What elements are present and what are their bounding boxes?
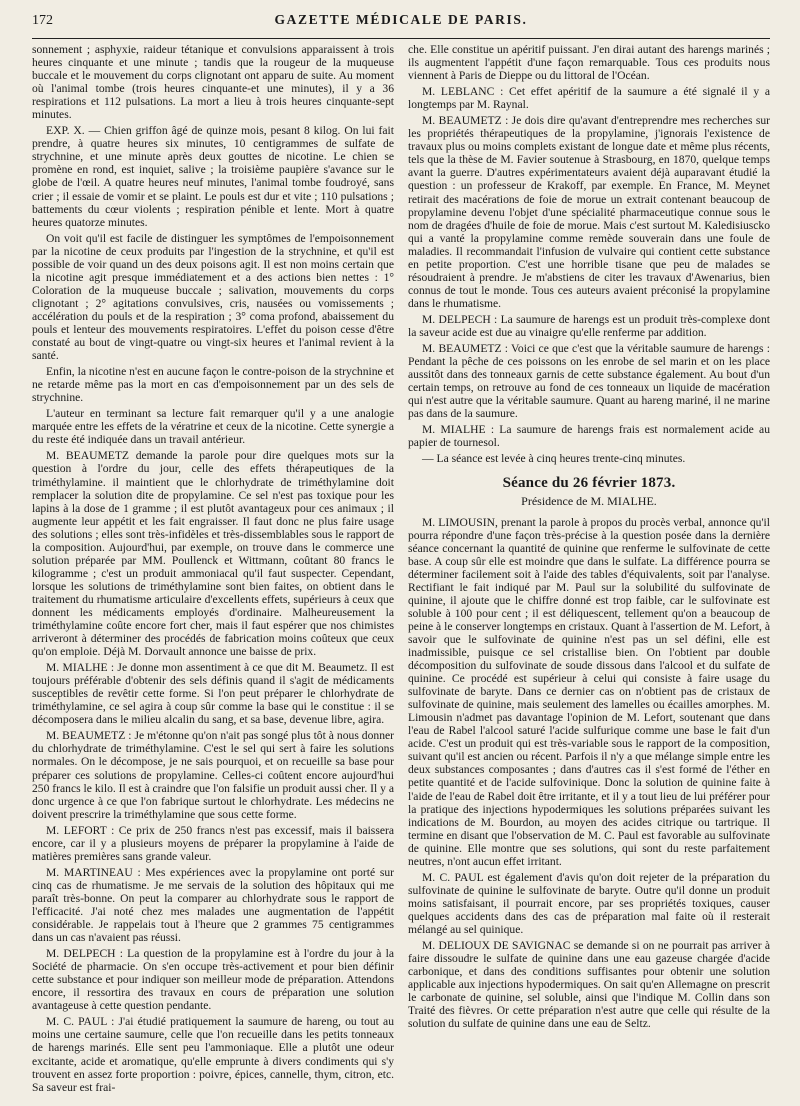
- paragraph: M. BEAUMETZ demande la parole pour dire quelques mots sur la question à l'ordre du jour, celle des effets thérapeutiques de la triméthylamine. il maintient que le chlorhydrate de triméthylamine doit remplacer la solution dite de propylamine. Ce sel n'est pas toxique pour les lapins à la dose de 1 gramme ; il est plutôt avantageux pour ces animaux ; il augmente leur appétit et les fait engraisser. Il faut donc ne plus faire usage des solutions ; elles sont très-infidèles et très-dissemblables sous le rapport de la composition. Aujourd'hui, par exemple, on trouve dans le commerce une solution préparée par MM. Poullenck et Wittmann, coûtant 80 francs le kilogramme ; c'est un produit ammoniacal qu'il faut suspecter. Cependant, lorsque les solutions de triméthylamine sont bien faites, on obtient dans le traitement du rhumatisme articulaire d'excellents effets, supérieurs à ceux que donnent les médicaments employés d'ordinaire. Malheureusement la triméthylamine coûte encore fort cher, mais il faut espérer que nos chimistes arriveront à déterminer des procédés de fabrication moins coûteux que ceux qu'on emploie. Déjà M. Dorvault annonce une baisse de prix.: [32, 449, 394, 659]
- paragraph: M. BEAUMETZ : Je m'étonne qu'on n'ait pas songé plus tôt à nous donner du chlorhydrate de triméthylamine. C'est le sel qui sert à faire les solutions normales. On le décompose, je ne sais pourquoi, et on recueille sa base pour préparer ces solutions de propylamine. Celles-ci coûtent encore aujourd'hui 250 francs le kilo. Il est à craindre que l'on falsifie un produit aussi cher. Il y a donc urgence à ce que l'on fabrique surtout le chlorhydrate. Les médecins ne doivent prescrire la triméthylamine que sous cette forme.: [32, 729, 394, 821]
- paragraph: Enfin, la nicotine n'est en aucune façon le contre-poison de la strychnine et ne retarde même pas la mort en cas d'empoisonnement par un des sels de strychnine.: [32, 365, 394, 405]
- paragraph: On voit qu'il est facile de distinguer les symptômes de l'empoisonnement par la nicotine de ceux produits par l'ingestion de la strychnine, et qu'il est possible de voir quand un des deux poisons agit. Il est non moins certain que la nicotine agit presque immédiatement et a des actions bien nettes : 1° Coloration de la muqueuse buccale ; salivation, mouvements du corps clignotant ; 2° agitations convulsives, cris, nausées ou vomissements ; accélération du pouls et de la respiration ; 3° coma profond, abaissement du pouls et lenteur des mouvements respiratoires. L'effet du poison cesse d'être constaté au bout de vingt-quatre ou vingt-six heures et l'animal revient à la santé.: [32, 231, 394, 363]
- journal-title: GAZETTE MÉDICALE DE PARIS.: [274, 12, 528, 27]
- paragraph: M. LEFORT : Ce prix de 250 francs n'est pas excessif, mais il baissera encore, car il y a plusieurs moyens de préparer la propylamine à l'aide de matières premières sans grande valeur.: [32, 823, 394, 863]
- paragraph: M. DELIOUX DE SAVIGNAC se demande si on ne pourrait pas arriver à faire dissoudre le sulfate de quinine dans une eau gazeuse chargée d'acide carbonique, et dans des conditions suffisantes pour obtenir une solution applicable aux injections hypodermiques. On sait qu'en Allemagne on prescrit le carbonate de quinine, sel soluble, ainsi que l'indique M. Collin dans son Traité des fièvres. Or cette préparation n'est autre que celle qui résulte de la solution du sulfate de quinine dans une eau de Seltz.: [408, 939, 770, 1031]
- page-number: 172: [32, 13, 53, 28]
- paragraph: M. MARTINEAU : Mes expériences avec la propylamine ont porté sur cinq cas de rhumatisme. Je me servais de la solution des hôpitaux qui me paraît très-bonne. On peut la comparer au chlorhydrate sous le rapport de l'efficacité. J'ai noté chez mes malades une augmentation de l'appétit considérable. Je rappelais tout à l'heure que 2 grammes 75 centigrammes dans un cas n'avaient pas réussi.: [32, 865, 394, 945]
- paragraph: M. LEBLANC : Cet effet apéritif de la saumure a été signalé il y a longtemps par M. Raynal.: [408, 85, 770, 112]
- paragraph: M. C. PAUL : J'ai étudié pratiquement la saumure de hareng, ou tout au moins une certaine saumure, celle que l'on recueille dans les petits tonneaux de harengs marinés. Elle sent peu l'ammoniaque. Elle a plutôt une odeur excitante, acide et aromatique, qu'elle emprunte à divers condiments qui s'y trouvent en assez forte proportion : poivre, épices, cannelle, thym, citron, etc. Sa saveur est frai-: [32, 1015, 394, 1094]
- page-header: [32, 12, 770, 39]
- paragraph: M. BEAUMETZ : Voici ce que c'est que la véritable saumure de harengs : Pendant la pêche de ces poissons on les enrobe de sel marin et on les place aussitôt dans des tonneaux garnis de cette substance également. Au bout d'un certain temps, on retrouve au fond de ces tonneaux un liquide de macération qui n'est autre que la véritable saumure. Quant au hareng mariné, il ne marine pas dans de la saumure.: [408, 342, 770, 421]
- left-column: [32, 43, 394, 1103]
- paragraph: M. MIALHE : Je donne mon assentiment à ce que dit M. Beaumetz. Il est toujours préférable d'obtenir des sels définis quand il s'agit de médicaments susceptibles de revêtir cette forme. Si l'on peut préparer le chlorhydrate de triméthylamine, ce sel agira à coup sûr comme la base qui le constitue : il se décomposera dans le milieu alcalin du sang, et sa base, devenue libre, agira.: [32, 661, 394, 727]
- paragraph: M. MIALHE : La saumure de harengs frais est normalement acide au papier de tournesol.: [408, 423, 770, 450]
- paragraph: M. BEAUMETZ : Je dois dire qu'avant d'entreprendre mes recherches sur les propriétés thérapeutiques de la propylamine, j'ignorais l'existence de travaux plus ou moins complets existant de longue date et même plus récents, tels que la thèse de M. Favier soutenue à Strasbourg, en 1870, quelque temps avant la guerre. D'autres expérimentateurs avaient déjà auparavant étudié la question : un professeur de Krakoff, par exemple. En France, M. Meynet retirait des macérations de foie de morue un extrait contenant beaucoup de propylamine devenu l'objet d'une spécialité pharmaceutique connue sous le nom de dragées d'huile de foie de morue. Mais c'est surtout M. Kaledisiuscko qui a vanté la propylamine comme remède souverain dans une foule de maladies. Il recommandait l'infusion de vulvaire qui contient cette substance en petite proportion. C'est une horrible tisane que peu de malades se résoudraient à prendre. Je m'abstiens de citer les travaux d'Awenarius, bien connus de tout le monde. Tous ces auteurs avaient préconisé la propylamine dans le rhumatisme.: [408, 114, 770, 310]
- session-end-line: — La séance est levée à cinq heures trente-cinq minutes.: [422, 452, 686, 466]
- session-presidency: Présidence de M. MIALHE.: [521, 493, 657, 508]
- paragraph: M. DELPECH : La question de la propylamine est à l'ordre du jour à la Société de pharmacie. On s'en occupe très-activement et pour bien définir cette substance et pour indiquer son meilleur mode de préparation. Attendons encore, il ressortira des travaux en cours de préparation une solution avantageuse à cette question pendante.: [32, 947, 394, 1013]
- paragraph: L'auteur en terminant sa lecture fait remarquer qu'il y a une analogie marquée entre les effets de la vératrine et ceux de la nicotine. Cette synergie a du reste été indiquée dans un travail antérieur.: [32, 407, 394, 447]
- paragraph: che. Elle constitue un apéritif puissant. J'en dirai autant des harengs marinés ; ils augmentent l'appétit d'une façon remarquable. Tous ces produits nous viennent à Paris de Dieppe ou du littoral de l'Océan.: [408, 43, 770, 83]
- paragraph: M. LIMOUSIN, prenant la parole à propos du procès verbal, annonce qu'il pourra répondre d'une façon très-précise à la question posée dans la dernière séance concernant la quantité de quinine que renferme le sulfovinate de cette base. A coup sûr elle est moindre que dans le sulfate. La différence pourra se déterminer facilement soit à l'aide des tables d'équivalents, soit par l'analyse. Rectifiant le fait indiqué par M. Paul sur la solubilité du sulfovinate de quinine, il ajoute que le chiffre donné est trop faible, car le sulfovinate est soluble à 100 pour cent ; il est déliquescent, tellement qu'on a beaucoup de peine à le conserver longtemps en cristaux. Quant à l'assertion de M. Lefort, à savoir que le sulfovinate de quinine n'est pas un sel défini, elle est inadmissible, puisque ce sel cristallise bien. On l'obtient par double décomposition du sulfovinate de soude dissous dans l'alcool et du sulfate de quinine. Ce procédé est supérieur à celui qui consiste à faire usage du sulfovinate de baryte. Dans ce dernier cas on n'obtient pas de cristaux de sulfovinate de quinine, mais seulement des lamelles ou écailles amorphes. M. Limousin n'admet pas davantage l'opinion de M. Lefort, soutenant que dans l'eau de Rabel l'alcool saturé l'acide sulfurique comme une base le fait d'un acide. C'est un produit qui est très-variable sous le rapport de la composition, suivant qu'il est ancien ou récent. Parfois il n'y a que mélange simple entre les deux substances composantes ; dans d'autres cas il s'est formé de l'éther en petite quantité et de l'acide sulfovinique. Donc la solution de quinine faite à l'aide de l'eau de Rabel doit être irritante, et il y a tout lieu de lui préférer pour la pratique des injections hypodermiques les solutions préparées suivant les indications de M. Bourdon, au moyen des acides citrique ou tartrique. Il termine en disant que l'observation de M. C. Paul est favorable au sulfovinate de quinine. Elle montre que ses solutions, qui sont du reste parfaitement neutres, n'ont aucun effet irritant.: [408, 515, 770, 868]
- text-columns: [32, 43, 770, 1103]
- paragraph: M. C. PAUL est également d'avis qu'on doit rejeter de la préparation du sulfovinate de quinine le sulfovinate de baryte. Outre qu'il donne un produit moins satisfaisant, il pourrait encore, par ses propriétés toxiques, causer quelques accidents dans des cas de préparation mal faite où il resterait mélangé au sel quinique.: [408, 870, 770, 936]
- paragraph: M. DELPECH : La saumure de harengs est un produit très-complexe dont la saveur acide est due au vinaigre qu'elle renferme par addition.: [408, 312, 770, 339]
- right-column: [408, 43, 770, 1103]
- paragraph: sonnement ; asphyxie, raideur tétanique et convulsions apparaissent à trois heures cinquante et une minute ; tandis que la rougeur de la muqueuse buccale et le mouvement du corps clignotant ont apparu de suite. Au moment où l'animal tombe (trois heures cinquante-et une minutes), il y a 36 respirations et 112 pulsations. La mort a lieu à trois heures cinquante-sept minutes.: [32, 43, 394, 122]
- paragraph: EXP. X. — Chien griffon âgé de quinze mois, pesant 8 kilog. On lui fait prendre, à quatre heures six minutes, 10 centigrammes de sulfate de strychnine, et une minute après deux gouttes de nicotine. Le chien se promène en rond, est inquiet, salive ; la troisième paupière s'avance sur le globe de l'œil. A quatre heures neuf minutes, l'animal tombe foudroyé, sans crier ; il essaie de vomir et se plaint. Le pouls est dur et vite ; 110 pulsations ; battements du cœur violents ; respiration pénible et lente. Mort à quatre heures quatorze minutes.: [32, 124, 394, 229]
- session-title: Séance du 26 février 1873.: [502, 475, 676, 492]
